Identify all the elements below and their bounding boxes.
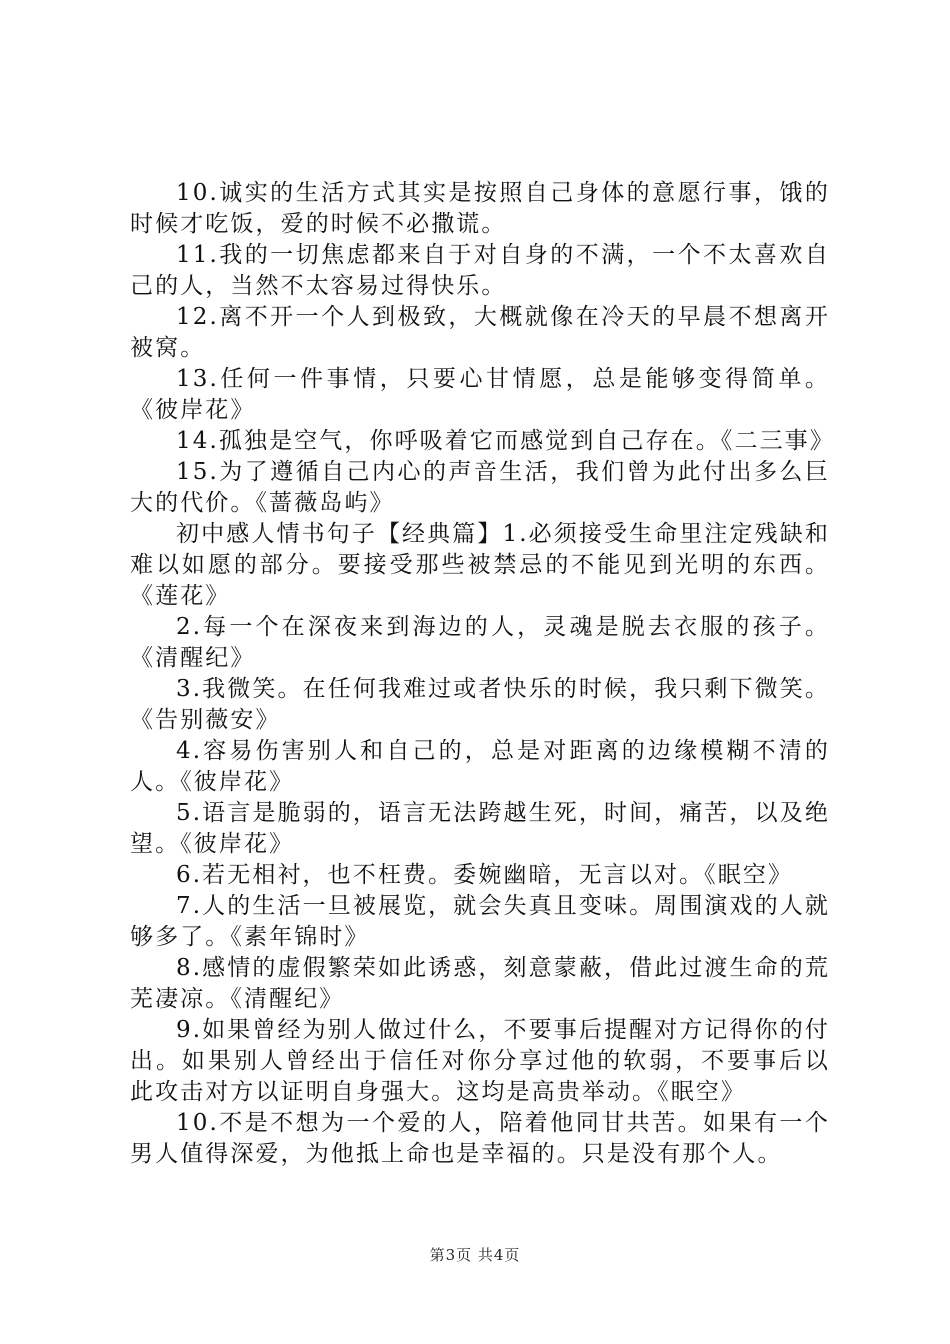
paragraph-3: 3.我微笑。在任何我难过或者快乐的时候，我只剩下微笑。《告别薇安》: [130, 676, 830, 733]
paragraph-5: 5.语言是脆弱的，语言无法跨越生死，时间，痛苦，以及绝望。《彼岸花》: [130, 800, 830, 857]
paragraph-13: 13.任何一件事情，只要心甘情愿，总是能够变得简单。《彼岸花》: [130, 366, 830, 423]
document-body: [130, 178, 835, 1170]
paragraph-14: 14.孤独是空气，你呼吸着它而感觉到自己存在。《二三事》: [176, 428, 835, 454]
paragraph-11: 11.我的一切焦虑都来自于对自身的不满，一个不太喜欢自己的人，当然不太容易过得快乐。: [130, 242, 830, 299]
paragraph-8: 8.感情的虚假繁荣如此诱惑，刻意蒙蔽，借此过渡生命的荒芜凄凉。《清醒纪》: [130, 955, 830, 1012]
paragraph-7: 7.人的生活一旦被展览，就会失真且变味。周围演戏的人就够多了。《素年锦时》: [130, 893, 830, 950]
paragraph-10b: 10.不是不想为一个爱的人，陪着他同甘共苦。如果有一个男人值得深爱，为他抵上命也是幸福的。只是没有那个人。: [130, 1110, 830, 1167]
page-footer: 第3页 共4页: [429, 1246, 521, 1264]
paragraph-9: 9.如果曾经为别人做过什么，不要事后提醒对方记得你的付出。如果别人曾经出于信任对你分享过他的软弱，不要事后以此攻击对方以证明自身强大。这均是高贵举动。《眠空》: [130, 1017, 830, 1105]
paragraph-10a: 10.诚实的生活方式其实是按照自己身体的意愿行事，饿的时候才吃饭，爱的时候不必撒谎。: [130, 180, 830, 237]
paragraph-4: 4.容易伤害别人和自己的，总是对距离的边缘模糊不清的人。《彼岸花》: [130, 738, 830, 795]
paragraph-15: 15.为了遵循自己内心的声音生活，我们曾为此付出多么巨大的代价。《蔷薇岛屿》: [130, 459, 830, 516]
paragraph-2: 2.每一个在深夜来到海边的人，灵魂是脱去衣服的孩子。《清醒纪》: [130, 614, 830, 671]
paragraph-6: 6.若无相衬，也不枉费。委婉幽暗，无言以对。《眠空》: [176, 862, 794, 888]
paragraph-classic-heading: 初中感人情书句子【经典篇】1.必须接受生命里注定残缺和难以如愿的部分。要接受那些被禁忌的不能见到光明的东西。《莲花》: [130, 521, 830, 609]
paragraph-12: 12.离不开一个人到极致，大概就像在冷天的早晨不想离开被窝。: [130, 304, 830, 361]
